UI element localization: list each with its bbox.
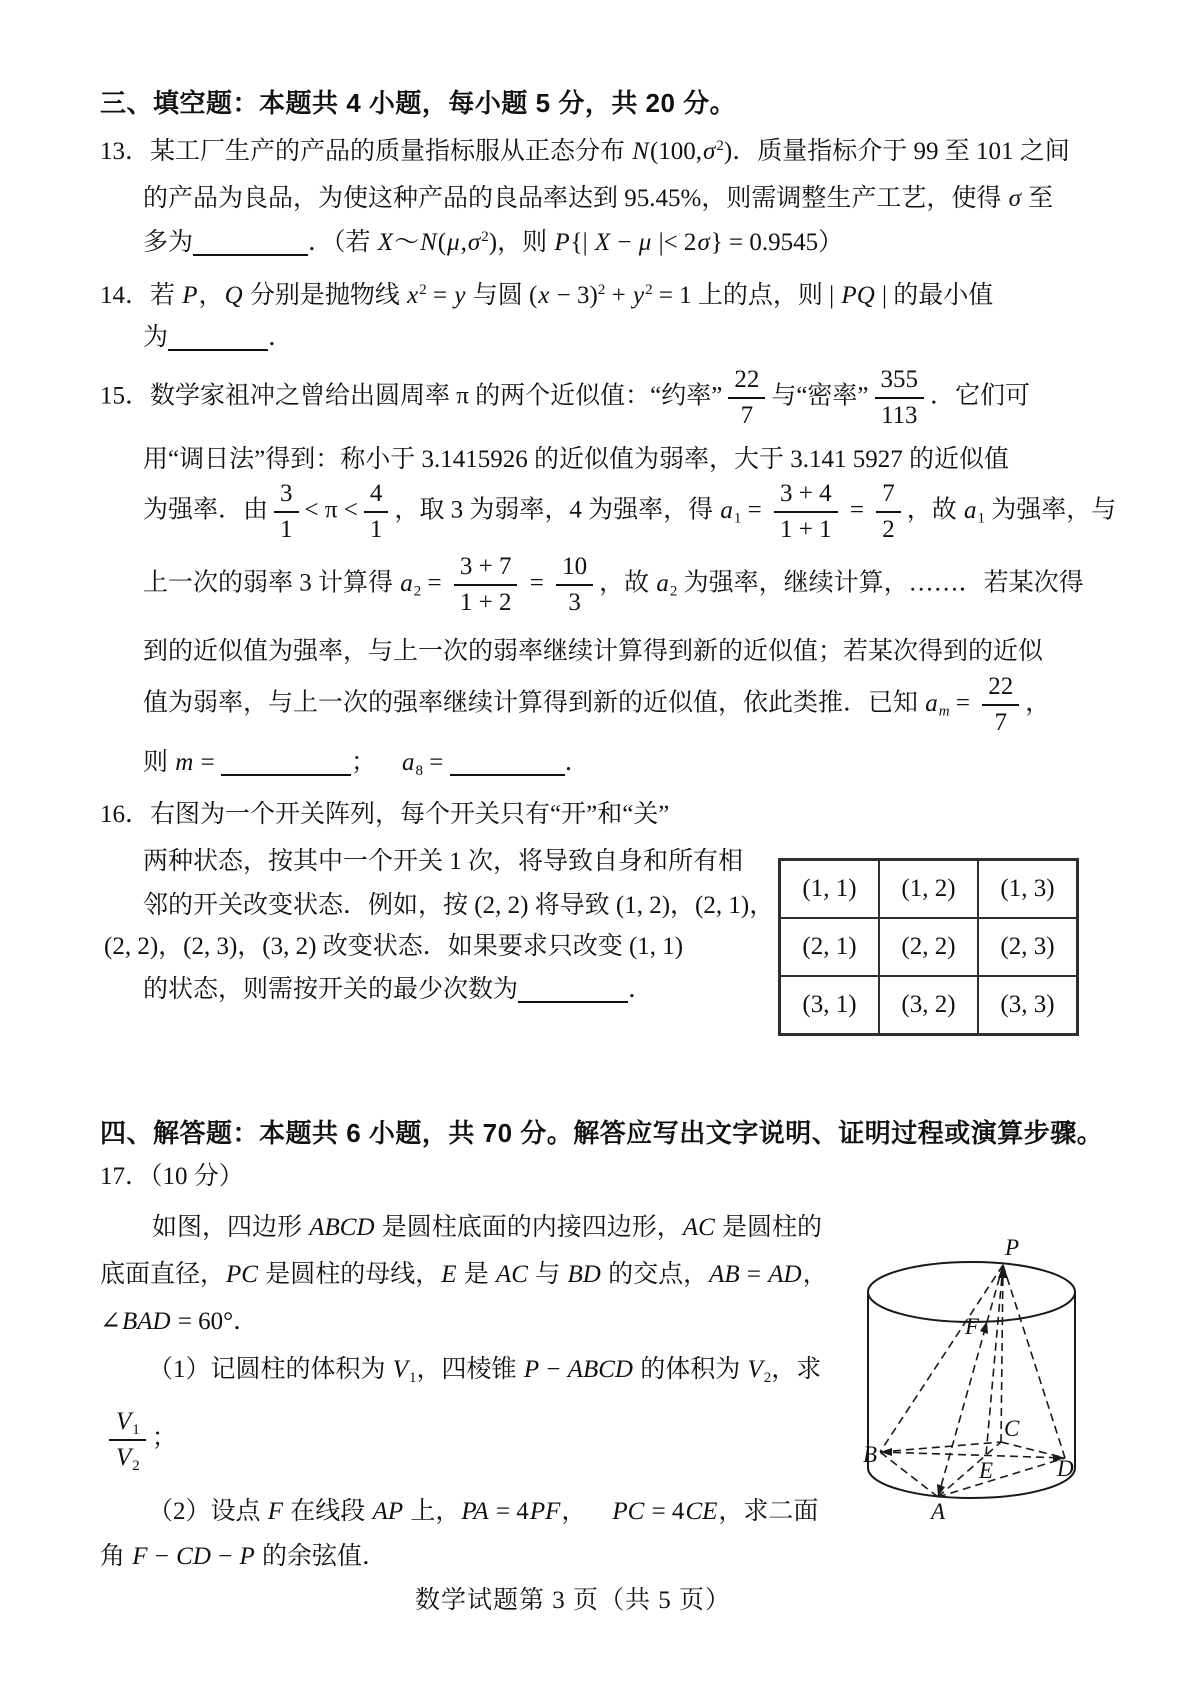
q17-number: 17．（10 分） [100, 1163, 244, 1190]
section-fill-heading: 三、填空题：本题共 4 小题，每小题 5 分，共 20 分。 [100, 88, 737, 118]
figure-label-D: D [1057, 1456, 1074, 1481]
q16-line-1: 16．右图为一个开关阵列，每个开关只有“开”和“关” [100, 801, 670, 828]
switch-grid-table [778, 858, 1079, 1036]
q17-line-1: 如图，四边形 ABCD 是圆柱底面的内接四边形，AC 是圆柱的 [152, 1214, 823, 1241]
figure-label-E: E [979, 1458, 994, 1483]
q17-line-3: ∠BAD = 60°． [100, 1308, 259, 1335]
q14-line-2: 为 ． [143, 324, 294, 351]
q16-line-2: 两种状态，按其中一个开关 1 次，将导致自身和所有相 [143, 848, 744, 875]
q15-line-1: 15．数学家祖冲之曾给出圆周率 π 的两个近似值：“约率” $\frac{22}{7}$ 与“密率” $\frac{355}{113}$ ．它们可 [100, 366, 1031, 429]
section-solve-heading: 四、解答题：本题共 6 小题，共 70 分。解答应写出文字说明、证明过程或演算步骤。 [100, 1118, 1104, 1148]
switch-cell-1-1: (1, 1) [780, 860, 879, 918]
q15-line-2: 用“调日法”得到：称小于 3.1415926 的近似值为弱率，大于 3.141 5927 的近似值 [143, 446, 1009, 473]
page-footer: 数学试题第 3 页（共 5 页） [415, 1587, 732, 1614]
q13-line-3: 多为 ．（若 $X\sim N(\mu,\sigma^2)$，则 P{| X − μ |< 2σ} = 0.9545） [143, 229, 844, 256]
q17-line-4: （1）记圆柱的体积为 $V_1$，四棱锥 P − ABCD 的体积为 $V_2$，求 [148, 1356, 822, 1386]
q16-line-5: 的状态，则需按开关的最少次数为 ． [143, 976, 654, 1003]
switch-cell-2-3: (2, 3) [978, 918, 1077, 976]
figure-label-C: C [1004, 1416, 1020, 1441]
pyramid-dashed-edges [880, 1265, 1065, 1497]
q17-line-7: 角 F − CD − P 的余弦值． [100, 1543, 388, 1570]
switch-cell-3-2: (3, 2) [879, 976, 978, 1034]
q17-line-2: 底面直径，PC 是圆柱的母线，E 是 AC 与 BD 的交点，AB = AD， [100, 1261, 828, 1288]
switch-cell-3-3: (3, 3) [978, 976, 1077, 1034]
q13-line-2: 的产品为良品，为使这种产品的良品率达到 95.45%，则需调整生产工艺，使得 σ 至 [143, 185, 1054, 212]
switch-cell-3-1: (3, 1) [780, 976, 879, 1034]
q15-line-5: 到的近似值为强率，与上一次的弱率继续计算得到新的近似值；若某次得到的近似 [143, 638, 1044, 665]
q13-line-1: 13．某工厂生产的产品的质量指标服从正态分布 $N(100,\sigma^2)$．质量指标介于 99 至 101 之间 [100, 138, 1070, 165]
q15-line-4: 上一次的弱率 3 计算得 $a_2$ = $\frac{3 + 7}{1 + 2}$ = $\frac{10}{3}$ ，故 $a_2$ 为强率，继续计算，……．若某次得 [143, 553, 1084, 616]
q16-line-3: 邻的开关改变状态．例如，按 (2, 2) 将导致 (1, 2)，(2, 1)， [143, 892, 775, 919]
q17-line-6: （2）设点 F 在线段 AP 上，PA = 4PF， PC = 4CE，求二面 [148, 1498, 819, 1525]
switch-cell-2-2: (2, 2) [879, 918, 978, 976]
switch-cell-1-3: (1, 3) [978, 860, 1077, 918]
figure-label-F: F [965, 1314, 980, 1339]
q15-line-3: 为强率．由 $\frac{3}{1}$ < π < $\frac{4}{1}$ ，取 3 为弱率，4 为强率，得 $a_1$ = $\frac{3 + 4}{1 + 1}$ = $\frac{7}{2}$ ，故 $a_1$ 为强率，与 [143, 480, 1117, 543]
figure-label-B: B [863, 1442, 878, 1467]
q15-line-7: 则 m = ； $a_8$ = ． [143, 749, 590, 779]
cylinder-figure [855, 1170, 1085, 1545]
q17-line-5: $\frac{V_1}{V_2}$ ； [103, 1408, 177, 1472]
q15-line-6: 值为弱率，与上一次的强率继续计算得到新的近似值，依此类推．已知 $a_m$ = $\frac{22}{7}$ ， [143, 673, 1051, 736]
q14-line-1: 14．若 P，Q 分别是抛物线 $x^2 = y$ 与圆 $(x - 3)^2 + y^2 = 1$ 上的点，则 | PQ | 的最小值 [100, 282, 994, 309]
q16-line-4: (2, 2)，(2, 3)，(3, 2) 改变状态．如果要求只改变 (1, 1) [104, 933, 684, 960]
arrowheads [880, 1265, 1065, 1497]
switch-cell-2-1: (2, 1) [780, 918, 879, 976]
switch-cell-1-2: (1, 2) [879, 860, 978, 918]
figure-label-P: P [1005, 1235, 1020, 1260]
figure-label-A: A [931, 1499, 946, 1524]
